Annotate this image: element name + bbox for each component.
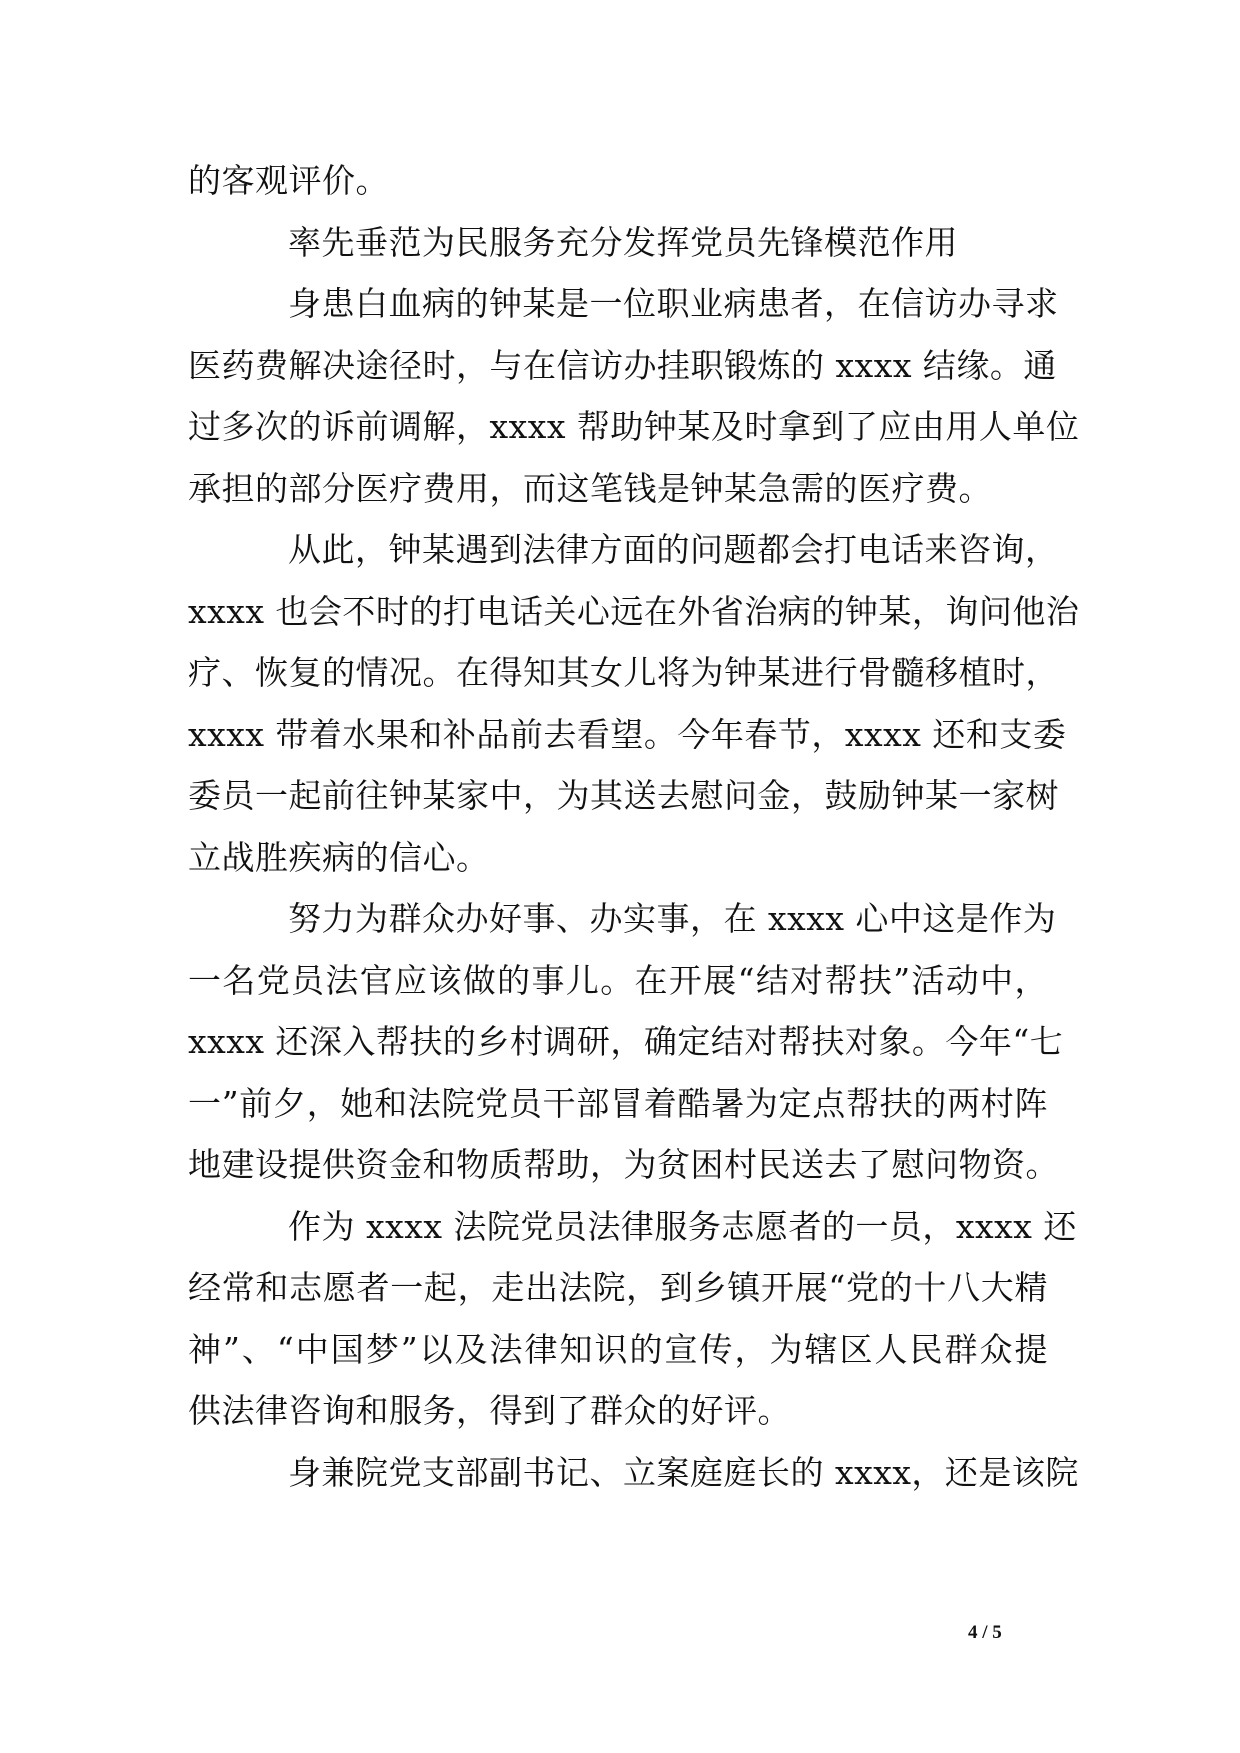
text-line: 过多次的诉前调解，xxxx 帮助钟某及时拿到了应由用人单位 — [188, 407, 1080, 446]
text-line: 一”前夕，她和法院党员干部冒着酷暑为定点帮扶的两村阵 — [188, 1083, 1048, 1123]
paragraph-first-line: 身患白血病的钟某是一位职业病患者，在信访办寻求 — [288, 284, 1059, 323]
text-line: 供法律咨询和服务，得到了群众的好评。 — [188, 1391, 791, 1430]
page-number: 4 / 5 — [968, 1622, 1002, 1643]
text-line: 立战胜疾病的信心。 — [188, 837, 490, 877]
body-text — [188, 150, 1080, 1503]
text-line: xxxx 带着水果和补品前去看望。今年春节，xxxx 还和支委 — [188, 714, 1067, 754]
text-line: 神”、“中国梦”以及法律知识的宣传，为辖区人民群众提 — [188, 1329, 1048, 1369]
paragraph-first-line: 从此，钟某遇到法律方面的问题都会打电话来咨询， — [288, 530, 1059, 569]
paragraph-first-line: 努力为群众办好事、办实事，在 xxxx 心中这是作为 — [288, 899, 1057, 938]
text-line: 经常和志愿者一起，走出法院，到乡镇开展“党的十八大精 — [188, 1268, 1048, 1307]
text-line: 疗、恢复的情况。在得知其女儿将为钟某进行骨髓移植时， — [188, 653, 1059, 692]
text-line: 医药费解决途径时，与在信访办挂职锻炼的 xxxx 结缘。通 — [188, 345, 1057, 385]
paragraph-first-line: 作为 xxxx 法院党员法律服务志愿者的一员，xxxx 还 — [288, 1206, 1077, 1246]
text-line: 委员一起前往钟某家中，为其送去慰问金，鼓励钟某一家树 — [188, 776, 1059, 815]
text-line: xxxx 还深入帮扶的乡村调研，确定结对帮扶对象。今年“七 — [188, 1022, 1064, 1061]
text-line: 地建设提供资金和物质帮助，为贫困村民送去了慰问物资。 — [188, 1145, 1059, 1184]
text-line: 承担的部分医疗费用，而这笔钱是钟某急需的医疗费。 — [188, 468, 992, 508]
text-line: 的客观评价。 — [188, 161, 389, 200]
text-line: 一名党员法官应该做的事儿。在开展“结对帮扶”活动中， — [188, 960, 1048, 1000]
paragraph-first-line: 身兼院党支部副书记、立案庭庭长的 xxxx，还是该院 — [288, 1452, 1079, 1492]
section-heading: 率先垂范为民服务充分发挥党员先锋模范作用 — [288, 222, 958, 262]
text-line: xxxx 也会不时的打电话关心远在外省治病的钟某，询问他治 — [188, 591, 1080, 631]
